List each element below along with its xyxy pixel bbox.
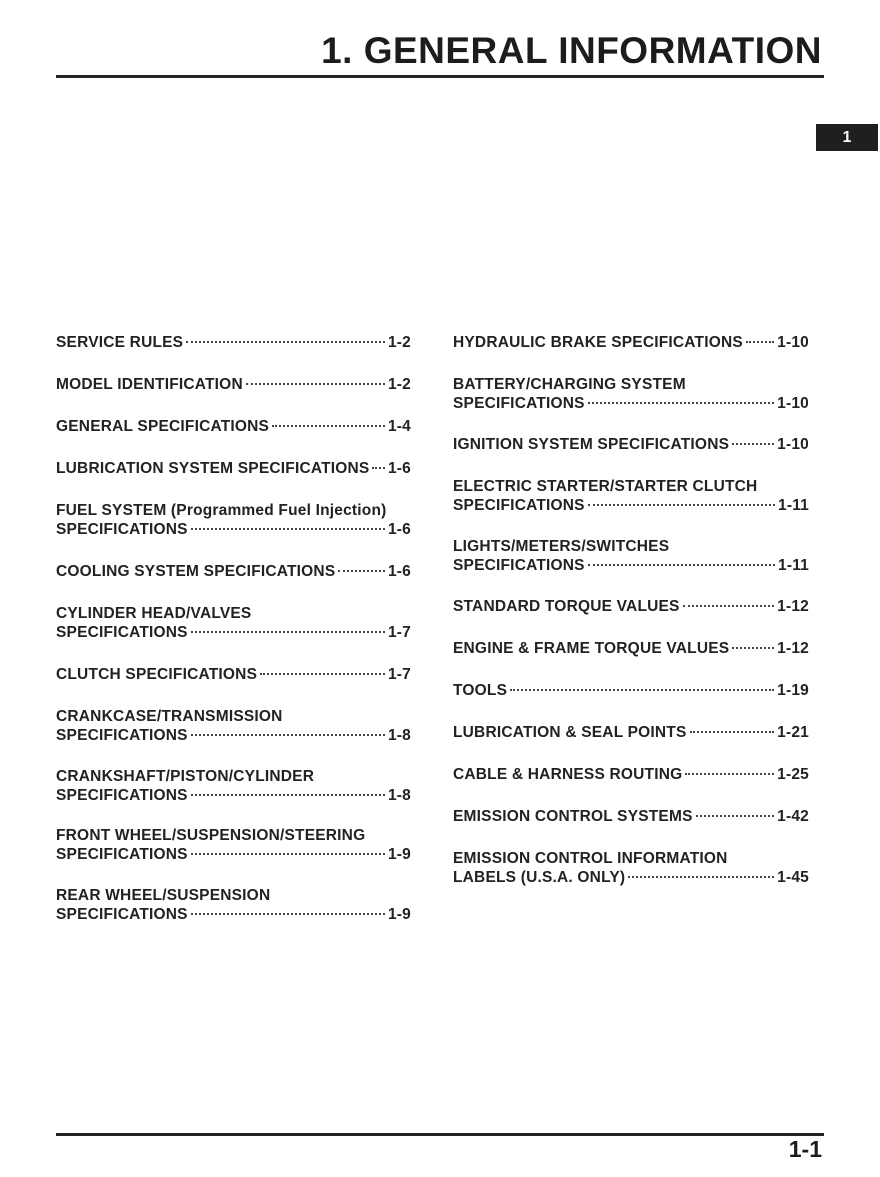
toc-entry-page: 1-8 — [387, 727, 411, 744]
toc-entry[interactable] — [453, 765, 809, 784]
toc-entry-page: 1-10 — [777, 436, 809, 453]
toc-entry-title-line: SPECIFICATIONS — [56, 624, 188, 641]
toc-entry-title-line: SPECIFICATIONS — [56, 521, 188, 538]
toc-entry-title-line: CLUTCH SPECIFICATIONS — [56, 666, 258, 683]
toc-entry-title-line: COOLING SYSTEM SPECIFICATIONS — [56, 563, 336, 580]
toc-entry-page: 1-4 — [387, 418, 411, 435]
footer-rule — [56, 1133, 824, 1136]
toc-entry-page: 1-6 — [387, 521, 411, 538]
toc-entry-title-line: SPECIFICATIONS — [453, 497, 585, 514]
dot-leader — [246, 383, 385, 385]
toc-entry[interactable] — [453, 723, 809, 742]
toc-entry[interactable] — [56, 665, 411, 684]
toc-entry[interactable] — [56, 767, 411, 805]
dot-leader — [510, 689, 774, 691]
toc-entry[interactable] — [56, 562, 411, 581]
dot-leader — [696, 815, 775, 817]
dot-leader — [588, 402, 774, 404]
toc-entry-page: 1-12 — [777, 598, 809, 615]
toc-entry[interactable] — [56, 333, 411, 352]
toc-entry-page: 1-10 — [777, 395, 809, 412]
dot-leader — [628, 876, 774, 878]
toc-entry-title-line: FUEL SYSTEM (Programmed Fuel Injection) — [56, 502, 387, 519]
toc-entry[interactable] — [453, 639, 809, 658]
dot-leader — [191, 913, 385, 915]
toc-entry-page: 1-25 — [777, 766, 809, 783]
toc-entry[interactable] — [453, 375, 809, 413]
dot-leader — [690, 731, 775, 733]
toc-entry[interactable] — [453, 597, 809, 616]
toc-entry-page: 1-8 — [387, 787, 411, 804]
toc-entry[interactable] — [453, 807, 809, 826]
toc-entry-page: 1-11 — [778, 497, 809, 514]
toc-entry-page: 1-2 — [387, 376, 411, 393]
toc-entry-page: 1-21 — [777, 724, 809, 741]
toc-entry[interactable] — [56, 707, 411, 745]
toc-entry-title-line: CRANKCASE/TRANSMISSION — [56, 708, 283, 725]
toc-entry-title-line: EMISSION CONTROL INFORMATION — [453, 850, 728, 867]
toc-entry-title-line: EMISSION CONTROL SYSTEMS — [453, 808, 693, 825]
toc-entry-title-line: SPECIFICATIONS — [453, 557, 585, 574]
toc-entry-page: 1-11 — [778, 557, 809, 574]
dot-leader — [191, 853, 385, 855]
toc-entry-title-line: SPECIFICATIONS — [56, 846, 188, 863]
toc-entry[interactable] — [56, 501, 411, 539]
dot-leader — [191, 734, 385, 736]
toc-entry-page: 1-45 — [777, 869, 809, 886]
toc-entry-title-line: SPECIFICATIONS — [56, 787, 188, 804]
toc-entry-title-line: LUBRICATION & SEAL POINTS — [453, 724, 687, 741]
toc-entry-title-line: HYDRAULIC BRAKE SPECIFICATIONS — [453, 334, 743, 351]
toc-entry-page: 1-6 — [387, 460, 411, 477]
toc-entry-title-line: ELECTRIC STARTER/STARTER CLUTCH — [453, 478, 758, 495]
dot-leader — [191, 528, 385, 530]
toc-entry-title-line: BATTERY/CHARGING SYSTEM — [453, 376, 686, 393]
footer-page-number: 1-1 — [788, 1136, 822, 1162]
toc-entry-title-line: LUBRICATION SYSTEM SPECIFICATIONS — [56, 460, 370, 477]
toc-entry-page: 1-7 — [387, 624, 411, 641]
toc-entry[interactable] — [56, 417, 411, 436]
toc-entry-title-line: TOOLS — [453, 682, 508, 699]
dot-leader — [191, 631, 385, 633]
dot-leader — [685, 773, 774, 775]
toc-entry-title-line: REAR WHEEL/SUSPENSION — [56, 887, 271, 904]
toc-entry-title-line: IGNITION SYSTEM SPECIFICATIONS — [453, 436, 730, 453]
dot-leader — [191, 794, 385, 796]
toc-entry[interactable] — [453, 435, 809, 454]
toc-entry-title-line: MODEL IDENTIFICATION — [56, 376, 243, 393]
toc-entry-page: 1-9 — [387, 906, 411, 923]
toc-entry-page: 1-42 — [777, 808, 809, 825]
section-tab: 1 — [816, 124, 878, 151]
dot-leader — [372, 467, 385, 469]
toc-entry[interactable] — [453, 333, 809, 352]
dot-leader — [732, 647, 774, 649]
toc-entry[interactable] — [453, 681, 809, 700]
dot-leader — [732, 443, 774, 445]
toc-entry-title-line: STANDARD TORQUE VALUES — [453, 598, 680, 615]
toc-entry-page: 1-9 — [387, 846, 411, 863]
dot-leader — [338, 570, 385, 572]
toc-entry-page: 1-6 — [387, 563, 411, 580]
dot-leader — [588, 504, 775, 506]
toc-entry-title-line: SPECIFICATIONS — [56, 906, 188, 923]
toc-entry-title-line: CABLE & HARNESS ROUTING — [453, 766, 683, 783]
toc-entry-page: 1-2 — [387, 334, 411, 351]
dot-leader — [683, 605, 775, 607]
toc-entry-title-line: GENERAL SPECIFICATIONS — [56, 418, 270, 435]
dot-leader — [746, 341, 774, 343]
toc-entry-page: 1-7 — [387, 666, 411, 683]
toc-entry[interactable] — [453, 537, 809, 575]
toc-entry-title-line: SERVICE RULES — [56, 334, 184, 351]
toc-entry-page: 1-10 — [777, 334, 809, 351]
dot-leader — [260, 673, 385, 675]
page-title: 1. GENERAL INFORMATION — [321, 30, 822, 71]
dot-leader — [272, 425, 385, 427]
toc-entry[interactable] — [56, 604, 411, 642]
toc-entry-title-line: LABELS (U.S.A. ONLY) — [453, 869, 626, 886]
toc-entry-title-line: SPECIFICATIONS — [56, 727, 188, 744]
toc-entry[interactable] — [56, 459, 411, 478]
toc-entry-page: 1-19 — [777, 682, 809, 699]
toc-entry[interactable] — [56, 886, 411, 924]
dot-leader — [588, 564, 775, 566]
toc-entry[interactable] — [453, 477, 809, 515]
dot-leader — [186, 341, 385, 343]
toc-entry-title-line: CRANKSHAFT/PISTON/CYLINDER — [56, 768, 315, 785]
toc-entry[interactable] — [56, 375, 411, 394]
toc-entry[interactable] — [56, 826, 411, 864]
toc-entry-title-line: ENGINE & FRAME TORQUE VALUES — [453, 640, 730, 657]
toc-entry-title-line: CYLINDER HEAD/VALVES — [56, 605, 252, 622]
toc-entry[interactable] — [453, 849, 809, 887]
title-rule — [56, 75, 824, 78]
toc-entry-title-line: FRONT WHEEL/SUSPENSION/STEERING — [56, 827, 366, 844]
toc-entry-title-line: SPECIFICATIONS — [453, 395, 585, 412]
toc-entry-title-line: LIGHTS/METERS/SWITCHES — [453, 538, 670, 555]
toc-entry-page: 1-12 — [777, 640, 809, 657]
